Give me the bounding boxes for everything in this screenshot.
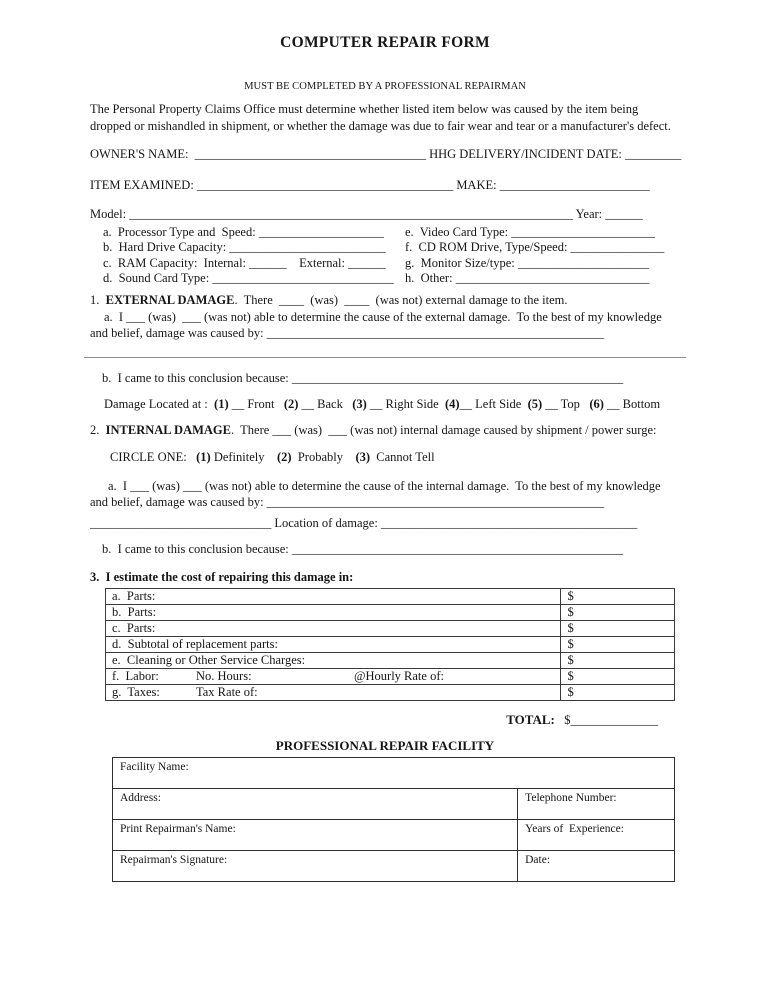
page-title: COMPUTER REPAIR FORM bbox=[280, 34, 490, 51]
spec-hard-drive-label: b. Hard Drive Capacity: bbox=[103, 240, 230, 255]
circle-option-2: Probably bbox=[291, 450, 356, 465]
spec-ram-internal-blank: ______ bbox=[249, 255, 287, 270]
location-blank-right: _________________________________________ bbox=[380, 516, 638, 531]
spec-hard-drive bbox=[90, 240, 392, 255]
model-row bbox=[90, 206, 680, 223]
spec-processor-blank: ____________________ bbox=[258, 225, 384, 239]
section1-number: 1. bbox=[90, 293, 106, 308]
years-experience-label: Years of Experience: bbox=[525, 823, 624, 836]
repairman-signature-label: Repairman's Signature: bbox=[120, 854, 228, 867]
damage-option-4: __ Left Side bbox=[459, 397, 528, 412]
internal-conclusion-blank: _____________________________________________________ bbox=[291, 542, 624, 557]
table-row bbox=[106, 637, 675, 653]
year-blank: ______ bbox=[605, 207, 643, 221]
section1-text: . There ____ (was) ____ (was not) external damage to the item. bbox=[234, 293, 568, 308]
spec-processor bbox=[90, 225, 392, 240]
cost-row-b-label: b. Parts: bbox=[112, 605, 157, 620]
damage-option-6: __ Bottom bbox=[603, 397, 661, 412]
incident-date-blank: _________ bbox=[625, 147, 682, 161]
repair-facility-heading: PROFESSIONAL REPAIR FACILITY bbox=[275, 738, 495, 754]
spec-list bbox=[90, 225, 680, 286]
owner-name-label: OWNER'S NAME: bbox=[90, 147, 195, 161]
circle-option-1: Definitely bbox=[210, 450, 277, 465]
spec-ram-label: c. RAM Capacity: Internal: bbox=[103, 255, 250, 270]
table-row bbox=[113, 758, 675, 789]
cost-row-b-amount: $ bbox=[561, 605, 675, 621]
table-row bbox=[106, 669, 675, 685]
external-caused-by-blank: ______________________________________________________ bbox=[266, 326, 605, 341]
table-row bbox=[106, 621, 675, 637]
spec-monitor-blank: _____________________ bbox=[517, 255, 650, 270]
spec-sound-card bbox=[90, 271, 392, 286]
total-row bbox=[90, 711, 680, 729]
year-label: Year: bbox=[572, 207, 606, 221]
section-external-damage bbox=[90, 292, 680, 309]
spec-ram-external-blank: ______ bbox=[348, 255, 386, 270]
total-blank: $______________ bbox=[564, 713, 658, 728]
spec-cdrom-blank: _______________ bbox=[570, 240, 665, 255]
spec-sound-card-label: d. Sound Card Type: bbox=[103, 270, 213, 285]
location-blank-left: _____________________________ bbox=[90, 516, 272, 531]
damage-option-1: __ Front bbox=[228, 397, 284, 412]
cost-table bbox=[105, 588, 675, 701]
repair-facility-table bbox=[112, 757, 675, 882]
external-cause-line1: a. I ___ (was) ___ (was not) able to determine the cause of the external damage. To the best of my knowledge bbox=[104, 310, 662, 325]
damage-option-3-num: (3) bbox=[352, 397, 367, 412]
external-caused-by-label: and belief, damage was caused by: bbox=[90, 326, 267, 341]
continuation-line bbox=[84, 357, 686, 358]
model-label: Model: bbox=[90, 207, 130, 221]
subtitle: MUST BE COMPLETED BY A PROFESSIONAL REPAIRMAN bbox=[244, 81, 526, 92]
spec-processor-label: a. Processor Type and Speed: bbox=[103, 225, 259, 239]
internal-conclusion-row bbox=[90, 541, 680, 558]
damage-option-6-num: (6) bbox=[589, 397, 604, 412]
damage-option-2: __ Back bbox=[298, 397, 353, 412]
item-examined-blank: _________________________________________ bbox=[196, 178, 454, 192]
model-blank: _______________________________________________________________________ bbox=[129, 207, 573, 221]
spec-video-card-blank: _______________________ bbox=[511, 225, 655, 239]
damage-option-5-num: (5) bbox=[527, 397, 543, 412]
circle-option-3-num: (3) bbox=[355, 450, 371, 465]
circle-one-label: CIRCLE ONE: bbox=[110, 450, 197, 465]
spec-video-card bbox=[392, 225, 680, 240]
internal-conclusion-label: b. I came to this conclusion because: bbox=[102, 542, 292, 557]
table-row bbox=[106, 653, 675, 669]
external-conclusion-blank: _____________________________________________________ bbox=[291, 371, 624, 386]
cost-row-g-amount: $ bbox=[561, 685, 675, 701]
facility-name-label: Facility Name: bbox=[120, 761, 189, 774]
external-conclusion-row bbox=[90, 370, 680, 387]
spec-video-card-label: e. Video Card Type: bbox=[405, 225, 512, 239]
item-examined-row bbox=[90, 177, 680, 194]
cost-row-d-amount: $ bbox=[561, 637, 675, 653]
internal-caused-by-label: and belief, damage was caused by: bbox=[90, 495, 267, 510]
internal-cause-line2 bbox=[90, 494, 680, 510]
damage-located-row bbox=[90, 396, 680, 413]
section2-number: 2. bbox=[90, 423, 106, 438]
spec-other bbox=[392, 271, 680, 286]
address-label: Address: bbox=[120, 792, 161, 805]
spec-monitor bbox=[392, 256, 680, 271]
cost-row-c-amount: $ bbox=[561, 621, 675, 637]
cost-row-g-label: g. Taxes: bbox=[112, 685, 160, 700]
section2-title: INTERNAL DAMAGE bbox=[105, 423, 231, 438]
table-row bbox=[113, 789, 675, 820]
damage-option-4-num: (4) bbox=[444, 397, 460, 412]
total-spacer bbox=[555, 713, 564, 727]
item-examined-label: ITEM EXAMINED: bbox=[90, 178, 197, 192]
spec-sound-card-blank: _____________________________ bbox=[212, 270, 394, 285]
repairman-name-label: Print Repairman's Name: bbox=[120, 823, 236, 836]
location-of-damage-row bbox=[90, 515, 680, 532]
circle-option-3: Cannot Tell bbox=[370, 450, 435, 465]
damage-located-label: Damage Located at : bbox=[104, 397, 215, 412]
internal-caused-by-blank: ______________________________________________________ bbox=[266, 495, 605, 510]
damage-option-2-num: (2) bbox=[283, 397, 299, 412]
intro-paragraph: The Personal Property Claims Office must determine whether listed item below was caused by the item being dropped or mishandled in shipment, or whether the damage was due to fair wear and tear or a manufacturer's defect. bbox=[90, 102, 671, 133]
section1-title: EXTERNAL DAMAGE bbox=[105, 293, 235, 308]
cost-row-e-label: e. Cleaning or Other Service Charges: bbox=[112, 653, 306, 668]
cost-row-f-hours-label: No. Hours: bbox=[196, 669, 252, 684]
cost-row-g-taxrate-label: Tax Rate of: bbox=[196, 685, 258, 700]
spec-hard-drive-blank: _________________________ bbox=[229, 240, 386, 255]
telephone-number-label: Telephone Number: bbox=[525, 792, 617, 805]
table-row bbox=[106, 605, 675, 621]
spec-cdrom bbox=[392, 240, 680, 255]
damage-option-1-num: (1) bbox=[214, 397, 229, 412]
damage-option-5: __ Top bbox=[542, 397, 590, 412]
section-cost-estimate-heading: 3. I estimate the cost of repairing this damage in: bbox=[90, 570, 354, 585]
cost-row-a-label: a. Parts: bbox=[112, 589, 156, 604]
circle-option-1-num: (1) bbox=[196, 450, 211, 465]
damage-option-3: __ Right Side bbox=[366, 397, 445, 412]
cost-row-f-rate-label: @Hourly Rate of: bbox=[354, 669, 444, 684]
section2-text: . There ___ (was) ___ (was not) internal damage caused by shipment / power surge: bbox=[231, 423, 657, 438]
total-label: TOTAL: bbox=[506, 712, 555, 728]
incident-date-label: HHG DELIVERY/INCIDENT DATE: bbox=[425, 147, 625, 161]
cost-row-e-amount: $ bbox=[561, 653, 675, 669]
location-of-damage-label: Location of damage: bbox=[271, 516, 381, 531]
internal-cause-line1: a. I ___ (was) ___ (was not) able to determine the cause of the internal damage. To the best of my knowledge bbox=[108, 479, 661, 494]
spec-other-blank: _______________________________ bbox=[455, 270, 650, 285]
external-cause-line2 bbox=[90, 325, 680, 341]
owner-name-blank: _____________________________________ bbox=[194, 147, 426, 161]
spec-other-label: h. Other: bbox=[405, 270, 456, 285]
cost-row-d-label: d. Subtotal of replacement parts: bbox=[112, 637, 278, 652]
cost-row-a-amount: $ bbox=[561, 589, 675, 605]
table-row bbox=[106, 685, 675, 701]
spec-ram bbox=[90, 256, 392, 271]
table-row bbox=[113, 851, 675, 882]
circle-one-row bbox=[90, 449, 680, 466]
spec-cdrom-label: f. CD ROM Drive, Type/Speed: bbox=[405, 240, 571, 255]
section-internal-damage bbox=[90, 422, 680, 439]
table-row bbox=[113, 820, 675, 851]
make-blank: ________________________ bbox=[499, 178, 650, 192]
make-label: MAKE: bbox=[453, 178, 500, 192]
circle-option-2-num: (2) bbox=[277, 450, 292, 465]
cost-row-f-amount: $ bbox=[561, 669, 675, 685]
table-row bbox=[106, 589, 675, 605]
cost-row-f-label: f. Labor: bbox=[112, 669, 159, 684]
cost-row-c-label: c. Parts: bbox=[112, 621, 156, 636]
owner-name-row bbox=[90, 146, 680, 163]
spec-ram-external-label: External: bbox=[286, 255, 349, 270]
date-label: Date: bbox=[525, 854, 551, 867]
spec-monitor-label: g. Monitor Size/type: bbox=[405, 255, 518, 270]
external-conclusion-label: b. I came to this conclusion because: bbox=[102, 371, 292, 386]
